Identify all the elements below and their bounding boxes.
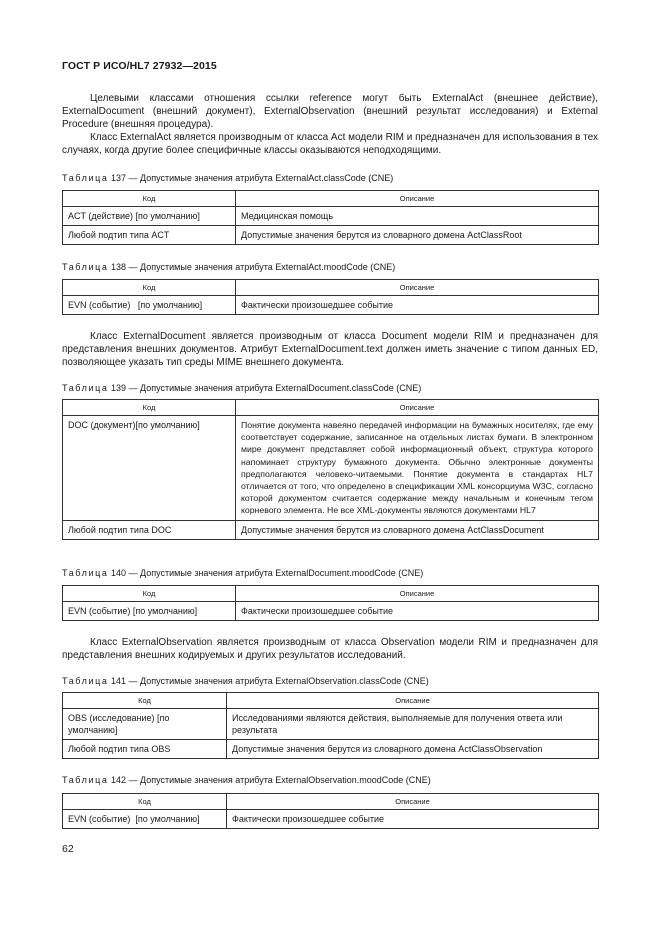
table-row [63,810,599,829]
column-header-code: Код [63,794,227,810]
table-word: Таблица [62,775,109,785]
table-header-row [63,794,599,810]
table-row [63,709,599,740]
description-cell: Фактически произошедшее событие [236,296,599,315]
column-header-code: Код [63,586,236,602]
table-140-caption [62,568,423,578]
description-cell: Фактически произошедшее событие [227,810,599,829]
page-number: 62 [62,843,74,855]
code-cell: DOC (документ)[по умолчанию] [63,416,236,521]
code-cell: Любой подтип типа DOC [63,520,236,539]
description-cell: Медицинская помощь [236,207,599,226]
table-word: Таблица [62,383,109,393]
table-141-title: 141 — Допустимые значения атрибута ExternalObservation.classCode (CNE) [111,676,429,686]
code-cell: Любой подтип типа OBS [63,740,227,759]
table-137-caption [62,173,393,183]
description-cell: Исследованиями являются действия, выполняемые для получения ответа или результата [227,709,599,740]
table-row [63,416,599,521]
table-138 [62,279,599,315]
table-138-title: 138 — Допустимые значения атрибута ExternalAct.moodCode (CNE) [111,262,396,272]
paragraph-externaldocument: Класс ExternalDocument является производным от класса Document модели RIM и предназначен для представления внешних документов. Атрибут ExternalDocument.text должен иметь значение с типом данных ED, позволяющее указать тип среды MIME внешнего документа. [62,331,598,368]
paragraph-externalobservation: Класс ExternalObservation является производным от класса Observation модели RIM и предназначен для представления внешних кодируемых и других результатов исследований. [62,637,598,661]
table-row [63,207,599,226]
table-139 [62,399,599,540]
table-142 [62,793,599,829]
table-word: Таблица [62,262,109,272]
table-137 [62,190,599,245]
table-word: Таблица [62,676,109,686]
table-row [63,226,599,245]
paragraph-target-classes: Целевыми классами отношения ссылки reference могут быть ExternalAct (внешнее действие), ExternalDocument (внешний документ), ExternalObservation (внешний результат исследования) и External Procedure (внешняя процедура). [62,93,598,130]
table-header-row [63,400,599,416]
column-header-description: Описание [236,400,599,416]
table-139-caption [62,383,421,393]
code-cell: OBS (исследование) [по умолчанию] [63,709,227,740]
table-141 [62,692,599,759]
code-cell: EVN (событие) [по умолчанию] [63,810,227,829]
description-cell: Фактически произошедшее событие [236,602,599,621]
description-cell: Допустимые значения берутся из словарного домена ActClassRoot [236,226,599,245]
column-header-code: Код [63,400,236,416]
table-137-title: 137 — Допустимые значения атрибута ExternalAct.classCode (CNE) [111,173,394,183]
table-139-title: 139 — Допустимые значения атрибута ExternalDocument.classCode (CNE) [111,383,422,393]
paragraph-externalact: Класс ExternalAct является производным от класса Act модели RIM и предназначен для использования в тех случаях, когда другие более специфичные классы оказываются неподходящими. [62,132,598,156]
column-header-description: Описание [236,280,599,296]
table-row [63,602,599,621]
table-140-title: 140 — Допустимые значения атрибута ExternalDocument.moodCode (CNE) [111,568,424,578]
table-141-caption [62,676,429,686]
code-cell: EVN (событие) [по умолчанию] [63,602,236,621]
code-cell: ACT (действие) [по умолчанию] [63,207,236,226]
table-word: Таблица [62,173,109,183]
description-cell: Допустимые значения берутся из словарного домена ActClassDocument [236,520,599,539]
table-row [63,740,599,759]
table-138-caption [62,262,395,272]
table-word: Таблица [62,568,109,578]
column-header-code: Код [63,693,227,709]
table-142-caption [62,775,431,785]
column-header-description: Описание [227,794,599,810]
table-row [63,520,599,539]
table-header-row [63,586,599,602]
code-cell: Любой подтип типа ACT [63,226,236,245]
column-header-description: Описание [227,693,599,709]
column-header-code: Код [63,280,236,296]
table-header-row [63,191,599,207]
table-header-row [63,693,599,709]
column-header-description: Описание [236,191,599,207]
table-142-title: 142 — Допустимые значения атрибута ExternalObservation.moodCode (CNE) [111,775,431,785]
description-cell: Допустимые значения берутся из словарного домена ActClassObservation [227,740,599,759]
document-header: ГОСТ Р ИСО/HL7 27932—2015 [62,60,217,72]
table-row [63,296,599,315]
table-header-row [63,280,599,296]
description-cell: Понятие документа навеяно передачей информации на бумажных носителях, где ему соответствует содержание, записанное на отдельных листах бумаги. В электронном мире документ представляет собой информационный объект, структура которого напоминает структуру бумажного документа. Обычно электронные документы предполагаются человеко-читаемыми. Понятие документа в стандартах HL7 отличается от того, что определено в спецификации XML консорциума W3C, согласно которой документом считается содержание между начальным и конечным тегом корневого элемента. Не все XML-документы являются документами HL7 [236,416,599,521]
column-header-code: Код [63,191,236,207]
code-cell: EVN (событие) [по умолчанию] [63,296,236,315]
column-header-description: Описание [236,586,599,602]
table-140 [62,585,599,621]
